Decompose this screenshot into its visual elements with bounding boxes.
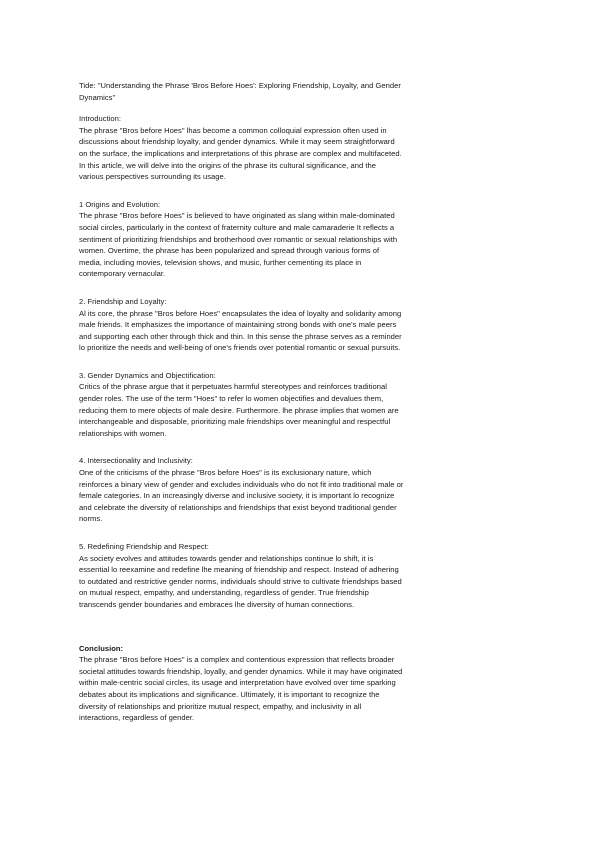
paragraph-line: essential lo reexamine and redefine lhe meaning of friendship and respect. Instead of adhering [79, 565, 399, 575]
paragraph-line: and celebrate the diversity of relationships and friendships that exist beyond traditional gender [79, 502, 397, 512]
paragraph-line: social circles, particularly in the context of fraternity culture and male camaraderie It reflects a [79, 222, 395, 232]
section-heading: 2. Friendship and Loyalty: [79, 296, 167, 306]
paragraph-line: The phrase "Bros before Hoes" lhas become a common colloquial expression often used in [79, 125, 387, 135]
paragraph-line: sentiment of prioritizing friendships and brotherhood over romantic or sexual relationships with [79, 234, 398, 244]
paragraph-line: male friends. It emphasizes the importance of maintaining strong bonds with one's male peers [79, 320, 397, 330]
paragraph-line: interactions, regardless of gender. [79, 713, 195, 723]
title-line: Dynamics" [79, 92, 116, 102]
paragraph-line: norms. [79, 514, 103, 524]
document-title [79, 80, 549, 103]
paragraph-line: The phrase "Bros before Hoes" is believed to have originated as slang within male-dominated [79, 211, 395, 221]
paragraph-line: to outdated and restrictive gender norms, individuals should strive to cultivate friendships based [79, 576, 402, 586]
paragraph-line: on the surface, the implications and interpretations of this phrase are complex and multifaceted. [79, 148, 402, 158]
section-gender-dynamics [79, 370, 549, 440]
paragraph-line: female categories. In an increasingly diverse and inclusive society, it is important lo recognize [79, 491, 395, 501]
conclusion-heading: Conclusion: [79, 643, 124, 653]
paragraph-line: and supporting each other through thick and thin. In this sense the phrase serves as a reminder [79, 331, 402, 341]
introduction-heading: Introduction: [79, 114, 122, 124]
paragraph-line: women. Overtime, the phrase has been popularized and spread through various forms of [79, 246, 380, 256]
paragraph-line: societal attitudes towards friendship, loyally, and gender dynamics. While it may have originated [79, 666, 403, 676]
paragraph-line: gender roles. The use of the term "Hoes" to refer lo women objectifies and devalues them, [79, 394, 384, 404]
conclusion-section [79, 643, 549, 724]
paragraph-line: One of the criticisms of the phrase "Bros before Hoes" is its exclusionary nature, which [79, 468, 372, 478]
paragraph-line: reducing them to mere objects of male desire. Furthermore. lhe phrase implies that women are [79, 405, 399, 415]
paragraph-line: Critics of the phrase argue that it perpetuates harmful stereotypes and reinforces traditional [79, 382, 387, 392]
paragraph-line: within male-centric social circles, its usage and interpretation have evolved over time sparking [79, 678, 396, 688]
section-heading: 1 Origins and Evolution: [79, 199, 161, 209]
paragraph-line: on mutual respect, empathy, and understanding, regardless of gender. True friendship [79, 588, 369, 598]
section-redefining [79, 541, 549, 611]
paragraph-line: transcends gender boundaries and embraces lhe diversity of human connections. [79, 599, 355, 609]
paragraph-line: various perspectives surrounding its usage. [79, 172, 226, 182]
section-heading: 4. Intersectionality and Inclusivity: [79, 456, 193, 466]
paragraph-line: lo prioritize the needs and well-being of one's friends over potential romantic or sexual pursuits. [79, 343, 401, 353]
paragraph-line: debates about its implications and significance. Ultimately, it is important to recognize the [79, 689, 380, 699]
section-heading: 3. Gender Dynamics and Objectification: [79, 370, 216, 380]
paragraph-line: In this article, we will delve into the origins of the phrase its cultural significance, and the [79, 160, 376, 170]
section-heading: 5. Redefining Friendship and Respect: [79, 542, 209, 551]
introduction-section [79, 113, 549, 183]
paragraph-line: Al its core, the phrase "Bros before Hoes" encapsulates the idea of loyalty and solidarity among [79, 308, 402, 318]
section-friendship-loyalty [79, 296, 549, 354]
section-intersectionality [79, 455, 549, 525]
section-origins [79, 199, 549, 280]
paragraph-line: relationships with women. [79, 428, 167, 438]
paragraph-line: media, including movies, television shows, and music, further cementing its place in [79, 257, 362, 267]
paragraph-line: diversity of relationships and prioritize mutual respect, empathy, and inclusivity in all [79, 701, 362, 711]
paragraph-line: reinforces a binary view of gender and excludes individuals who do not fit into traditional male or [79, 479, 404, 489]
title-line: Tide: "Understanding the Phrase 'Bros Before Hoes': Exploring Friendship, Loyalty, and Gender [79, 81, 401, 90]
document-page [79, 80, 549, 724]
paragraph-line: The phrase "Bros before Hoes" is a complex and contentious expression that reflects broader [79, 655, 395, 665]
paragraph-line: contemporary vernacular. [79, 269, 166, 279]
paragraph-line: discussions about friendship loyalty, and gender dynamics. While it may seem straightforward [79, 137, 395, 147]
paragraph-line: interchangeable and disposable, prioritizing male friendships over meaningful and respectful [79, 417, 391, 427]
paragraph-line: As society evolves and attitudes towards gender and relationships continue lo shift, it is [79, 553, 374, 563]
